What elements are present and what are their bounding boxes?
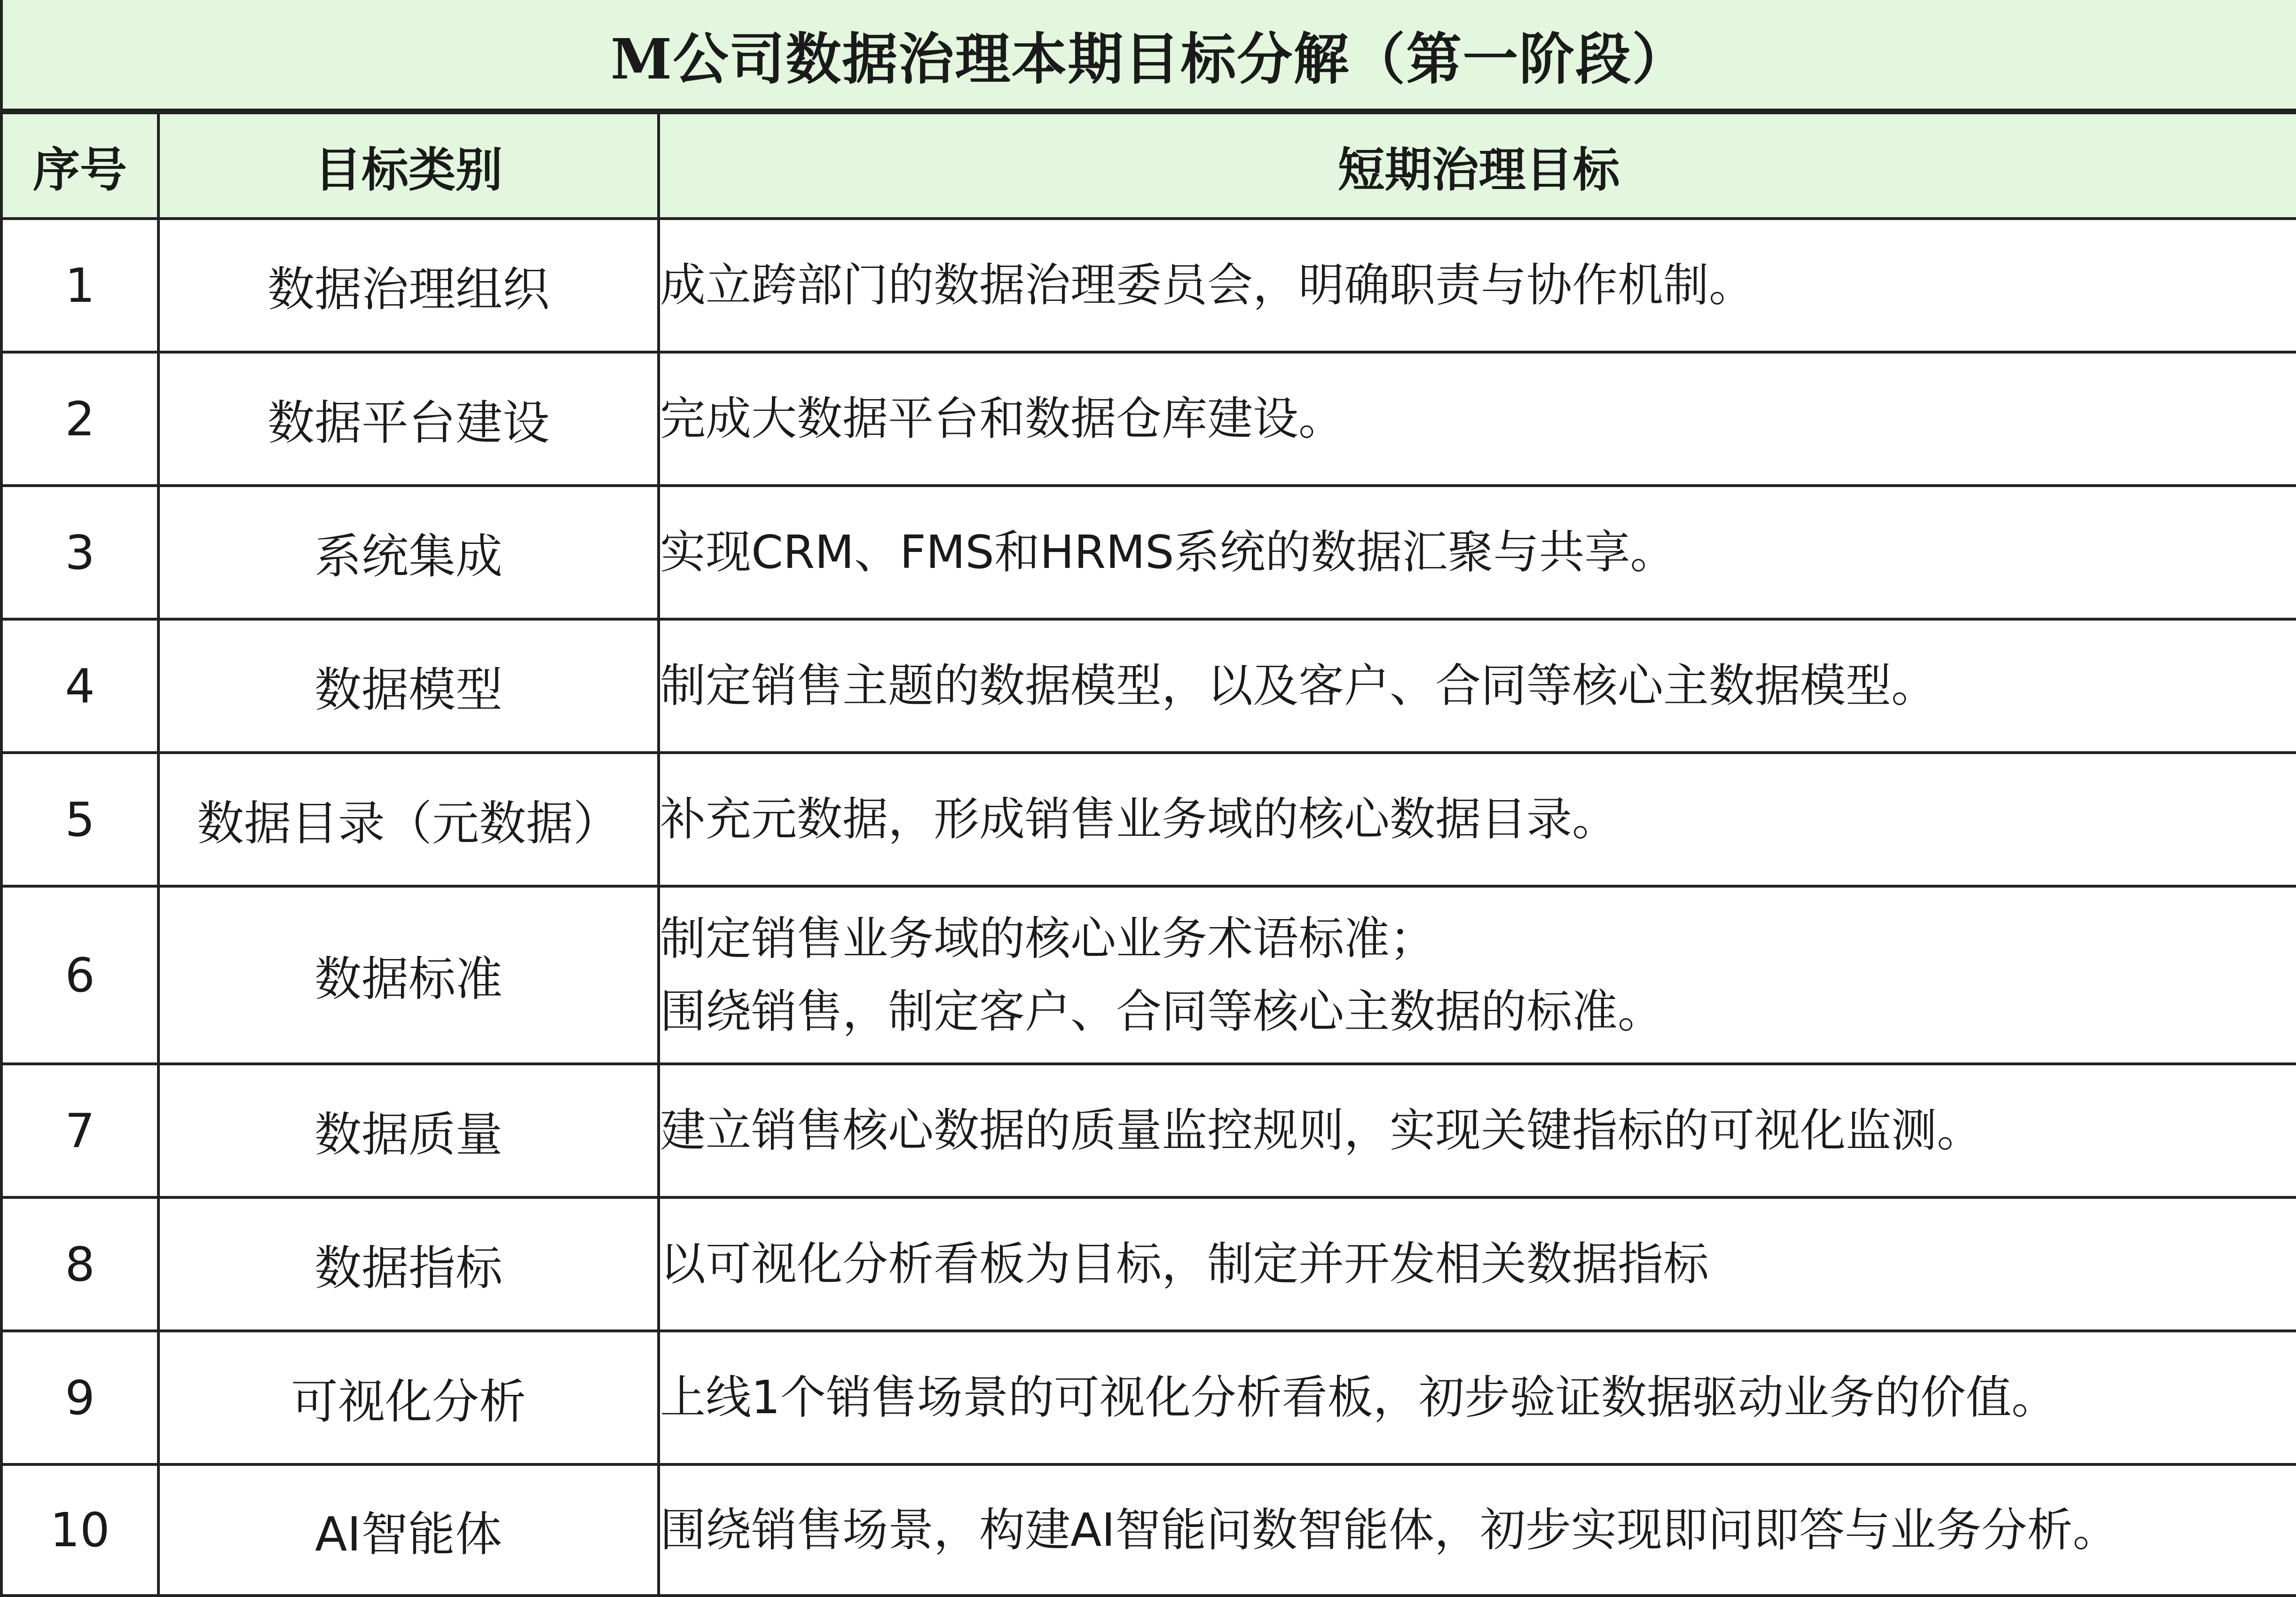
row-category: 数据平台建设 <box>158 352 659 486</box>
row-category: 数据指标 <box>158 1197 659 1331</box>
goal-line: 完成大数据平台和数据仓库建设。 <box>660 392 1344 446</box>
row-index: 10 <box>1 1464 158 1596</box>
goal-line: 实现CRM、FMS和HRMS系统的数据汇聚与共享。 <box>660 526 1676 579</box>
header-goal: 短期治理目标 <box>659 113 2296 219</box>
row-index: 6 <box>1 886 158 1064</box>
table-row <box>1 619 2296 753</box>
goal-line: 制定销售业务域的核心业务术语标准； <box>660 912 1435 965</box>
row-index: 3 <box>1 486 158 619</box>
row-index: 4 <box>1 619 158 753</box>
goal-line: 围绕销售，制定客户、合同等核心主数据的标准。 <box>660 985 1663 1038</box>
row-goal <box>659 753 2296 886</box>
row-goal <box>659 352 2296 486</box>
table-row <box>1 219 2296 352</box>
goal-line: 补充元数据，形成销售业务域的核心数据目录。 <box>660 793 1618 846</box>
table-row <box>1 1064 2296 1197</box>
goal-line: 以可视化分析看板为目标，制定并开发相关数据指标 <box>660 1237 1709 1291</box>
goals-table <box>0 111 2296 1597</box>
row-category: 数据模型 <box>158 619 659 753</box>
row-index: 7 <box>1 1064 158 1197</box>
header-index: 序号 <box>1 113 158 219</box>
table-row <box>1 1197 2296 1331</box>
row-goal <box>659 1064 2296 1197</box>
row-goal <box>659 1331 2296 1464</box>
row-index: 5 <box>1 753 158 886</box>
row-index: 2 <box>1 352 158 486</box>
row-category: 数据质量 <box>158 1064 659 1197</box>
header-category: 目标类别 <box>158 113 659 219</box>
goal-line: 围绕销售场景，构建AI智能问数智能体，初步实现即问即答与业务分析。 <box>660 1503 2118 1557</box>
row-goal <box>659 619 2296 753</box>
row-category: AI智能体 <box>158 1464 659 1596</box>
table-row <box>1 486 2296 619</box>
header-row <box>1 113 2296 219</box>
row-index: 8 <box>1 1197 158 1331</box>
row-goal <box>659 886 2296 1064</box>
row-category: 数据标准 <box>158 886 659 1064</box>
row-goal <box>659 219 2296 352</box>
row-category: 可视化分析 <box>158 1331 659 1464</box>
row-goal <box>659 1197 2296 1331</box>
goal-line: 成立跨部门的数据治理委员会，明确职责与协作机制。 <box>660 259 1754 312</box>
row-index: 1 <box>1 219 158 352</box>
table-row <box>1 352 2296 486</box>
row-goal <box>659 1464 2296 1596</box>
row-category: 系统集成 <box>158 486 659 619</box>
row-index: 9 <box>1 1331 158 1464</box>
table-row <box>1 886 2296 1064</box>
row-category: 数据治理组织 <box>158 219 659 352</box>
row-category: 数据目录（元数据） <box>158 753 659 886</box>
table-row <box>1 753 2296 886</box>
table-row <box>1 1464 2296 1596</box>
goal-line: 建立销售核心数据的质量监控规则，实现关键指标的可视化监测。 <box>660 1104 1982 1157</box>
table-title: M公司数据治理本期目标分解（第一阶段） <box>0 0 2296 111</box>
goal-line: 制定销售主题的数据模型，以及客户、合同等核心主数据模型。 <box>660 659 1937 713</box>
table-row <box>1 1331 2296 1464</box>
row-goal <box>659 486 2296 619</box>
goal-line: 上线1个销售场景的可视化分析看板，初步验证数据驱动业务的价值。 <box>660 1371 2057 1424</box>
